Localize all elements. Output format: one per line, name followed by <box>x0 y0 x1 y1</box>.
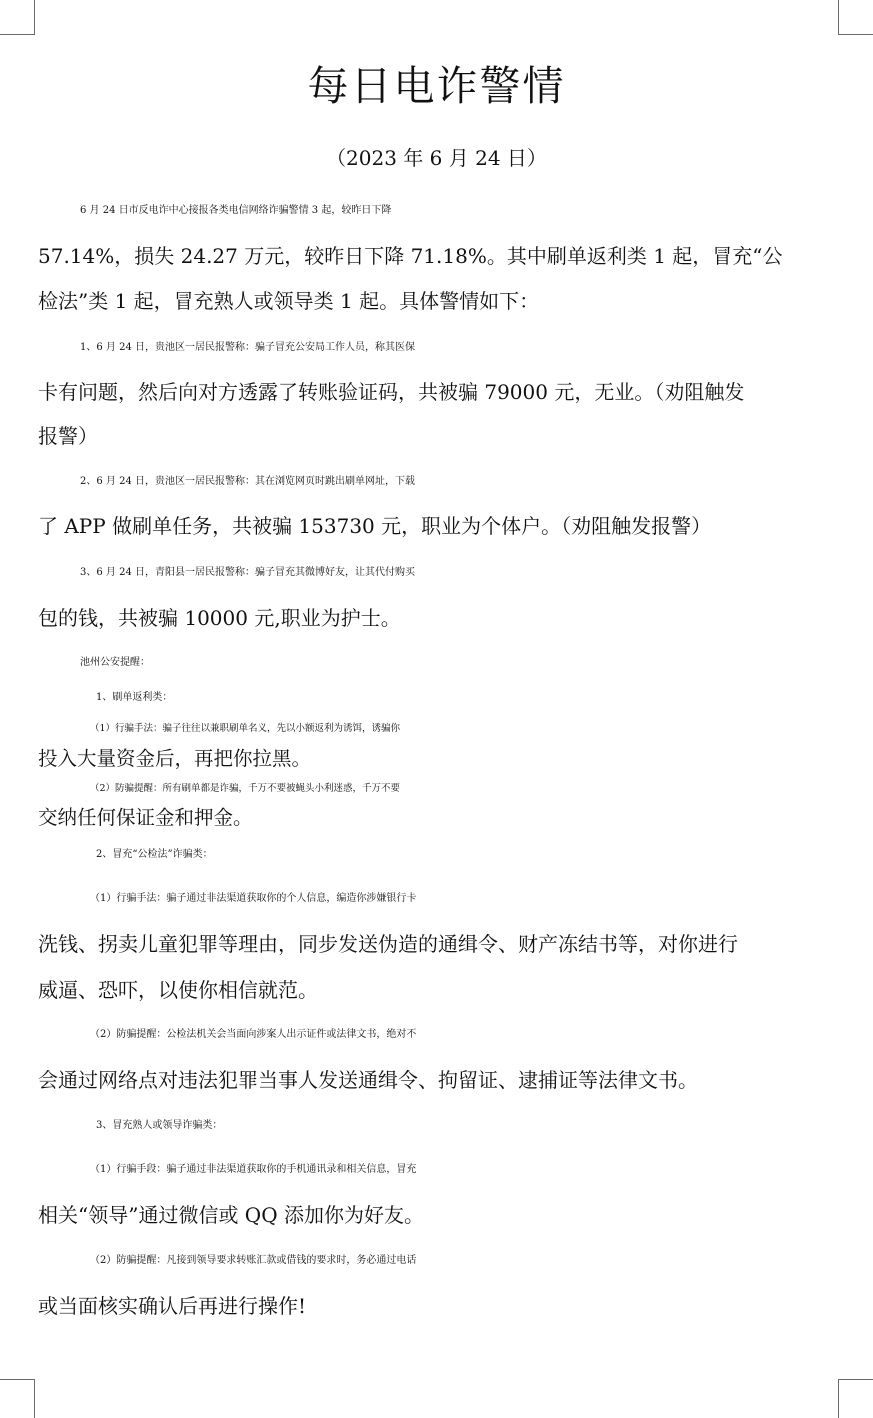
summary-line-1: 6 月 24 日市反电诈中心接报各类电信网络诈骗警情 3 起，较昨日下降 <box>80 205 392 216</box>
case-3-line-2: 包的钱，共被骗 10000 元,职业为护士。 <box>38 606 401 630</box>
case-1-line-1: 1、6 月 24 日，贵池区一居民报警称：骗子冒充公安局工作人员，称其医保 <box>80 342 415 353</box>
case-1-line-2: 卡有问题，然后向对方透露了转账验证码，共被骗 79000 元，无业。（劝阻触发 <box>38 380 745 404</box>
case-1-line-3: 报警） <box>38 424 98 448</box>
reminder-2-heading: 2、冒充“公检法”诈骗类： <box>96 849 213 860</box>
crop-mark-top-right <box>838 0 873 35</box>
reminder-1-method-line-2: 投入大量资金后，再把你拉黑。 <box>38 747 312 770</box>
reminder-2-method-line-3: 威逼、恐吓，以使你相信就范。 <box>38 978 318 1002</box>
reminder-2-method-line-1: （1）行骗手法：骗子通过非法渠道获取你的个人信息，编造你涉嫌银行卡 <box>90 893 417 904</box>
crop-mark-bottom-left <box>0 1379 35 1418</box>
reminder-1-tip-line-2: 交纳任何保证金和押金。 <box>38 806 253 829</box>
reminder-heading: 池州公安提醒： <box>80 657 150 668</box>
reminder-2-tip-line-1: （2）防骗提醒：公检法机关会当面向涉案人出示证件或法律文书，绝对不 <box>90 1029 417 1040</box>
reminder-3-heading: 3、冒充熟人或领导诈骗类： <box>96 1120 223 1131</box>
summary-line-2: 57.14%，损失 24.27 万元，较昨日下降 71.18%。其中刷单返利类 1 起，冒充“公 <box>38 244 783 268</box>
reminder-2-method-line-2: 洗钱、拐卖儿童犯罪等理由，同步发送伪造的通缉令、财产冻结书等，对你进行 <box>38 932 738 956</box>
reminder-3-tip-line-2: 或当面核实确认后再进行操作! <box>38 1294 307 1318</box>
reminder-3-method-line-2: 相关“领导”通过微信或 QQ 添加你为好友。 <box>38 1203 424 1227</box>
case-3-line-1: 3、6 月 24 日，青阳县一居民报警称：骗子冒充其微博好友，让其代付购买 <box>80 567 415 578</box>
case-2-line-1: 2、6 月 24 日，贵池区一居民报警称：其在浏览网页时跳出刷单网址，下载 <box>80 476 415 487</box>
document-date: （2023 年 6 月 24 日） <box>326 146 547 170</box>
crop-mark-top-left <box>0 0 35 35</box>
reminder-3-tip-line-1: （2）防骗提醒：凡接到领导要求转账汇款或借钱的要求时，务必通过电话 <box>90 1255 417 1266</box>
reminder-1-method-line-1: （1）行骗手法：骗子往往以兼职刷单名义，先以小额返利为诱饵，诱骗你 <box>90 723 401 734</box>
reminder-3-method-line-1: （1）行骗手段：骗子通过非法渠道获取你的手机通讯录和相关信息，冒充 <box>90 1164 417 1175</box>
crop-mark-bottom-right <box>838 1379 873 1418</box>
case-2-line-2: 了 APP 做刷单任务，共被骗 153730 元，职业为个体户。（劝阻触发报警） <box>38 514 712 538</box>
reminder-1-heading: 1、刷单返利类： <box>96 692 173 703</box>
reminder-2-tip-line-2: 会通过网络点对违法犯罪当事人发送通缉令、拘留证、逮捕证等法律文书。 <box>38 1068 698 1092</box>
reminder-1-tip-line-1: （2）防骗提醒：所有刷单都是诈骗，千万不要被蝇头小利迷惑，千万不要 <box>90 783 401 794</box>
document-title: 每日电诈警情 <box>307 62 566 110</box>
summary-line-3: 检法”类 1 起，冒充熟人或领导类 1 起。具体警情如下： <box>38 289 540 313</box>
